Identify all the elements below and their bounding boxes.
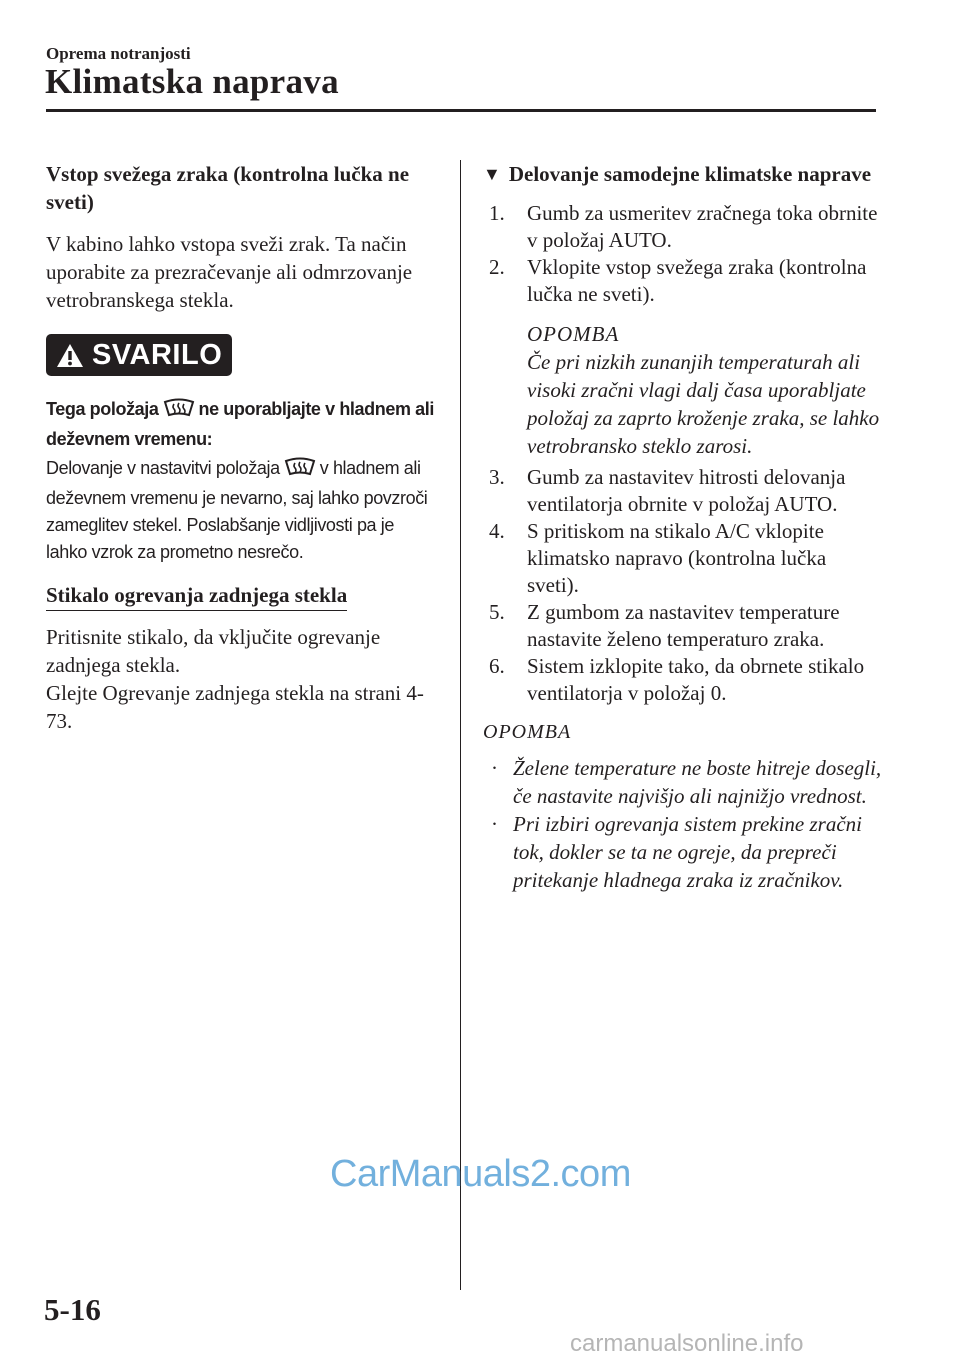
- note-bullet-item: · Želene temperature ne boste hitreje dosegli, če nastavite najvišjo ali najnižjo vrednost.: [491, 756, 882, 808]
- left-column: [46, 160, 438, 735]
- steps-list: [483, 200, 883, 308]
- right-column: [483, 160, 883, 894]
- rear-defrost-para: Pritisnite stikalo, da vključite ogrevanje zadnjega stekla.: [46, 625, 381, 677]
- step-item: 4. S pritiskom na stikalo A/C vklopite klimatsko napravo (kontrolna lučka sveti).: [489, 519, 827, 597]
- note-text: Če pri nizkih zunanjih temperaturah ali visoki zračni vlagi dalj časa uporabljate položaj za zaprto kroženje zraka, se lahko vetrobransko steklo zarosi.: [527, 350, 880, 458]
- step-item: 2. Vklopite vstop svežega zraka (kontrolna lučka ne sveti).: [489, 255, 867, 306]
- title-rule: [46, 109, 876, 112]
- note-bullet-item: · Pri izbiri ogrevanja sistem prekine zračni tok, dokler se ta ne ogreje, da prepreči pritekanje hladnega zraka iz zračnikov.: [491, 812, 862, 892]
- rear-defrost-heading: Stikalo ogrevanja zadnjega stekla: [46, 581, 347, 611]
- section-label: Oprema notranjosti: [46, 44, 191, 63]
- steps-list-continued: [483, 464, 883, 707]
- watermark: CarManuals2.com: [330, 1153, 631, 1195]
- page-title: Klimatska naprava: [45, 62, 339, 101]
- fresh-air-heading: Vstop svežega zraka (kontrolna lučka ne sveti): [46, 162, 410, 214]
- triangle-marker-icon: ▼: [483, 164, 501, 184]
- step-item: 5. Z gumbom za nastavitev temperature nastavite želeno temperaturo zraka.: [489, 600, 840, 651]
- step-item: 1. Gumb za usmeritev zračnega toka obrnite v položaj AUTO.: [489, 201, 878, 252]
- note-label: OPOMBA: [483, 721, 572, 743]
- step-item: 3. Gumb za nastavitev hitrosti delovanja ventilatorja obrnite v položaj AUTO.: [489, 465, 846, 516]
- auto-ac-heading: ▼ Delovanje samodejne klimatske naprave: [483, 162, 872, 186]
- warning-body: Delovanje v nastavitvi položaja v hladnem ali deževnem vremenu je nevarno, saj lahko povzroči zameglitev stekel. Poslabšanje vidljivosti pa je lahko vzrok za prometno nesrečo.: [46, 458, 428, 562]
- note-block: [521, 320, 883, 460]
- footer-watermark: carmanualsonline.info: [570, 1330, 804, 1357]
- warning-label: SVARILO: [92, 338, 223, 371]
- note-bullets: [483, 754, 883, 894]
- note-label: OPOMBA: [527, 322, 620, 346]
- column-divider: [460, 160, 461, 1290]
- page-number: 5-16: [44, 1292, 101, 1327]
- step-item: 6. Sistem izklopite tako, da obrnete stikalo ventilatorja v položaj 0.: [489, 654, 865, 705]
- rear-defrost-reference: Glejte Ogrevanje zadnjega stekla na strani 4-73.: [46, 681, 424, 733]
- warning-badge: [46, 334, 232, 376]
- warning-title: Tega položaja ne uporabljajte v hladnem ali deževnem vremenu:: [46, 399, 434, 449]
- warning-triangle-icon: [56, 343, 84, 368]
- fresh-air-intro: V kabino lahko vstopa sveži zrak. Ta način uporabite za prezračevanje ali odmrzovanje vetrobranskega stekla.: [46, 232, 413, 312]
- windshield-defrost-icon: [283, 457, 317, 485]
- windshield-defrost-icon: [162, 398, 196, 426]
